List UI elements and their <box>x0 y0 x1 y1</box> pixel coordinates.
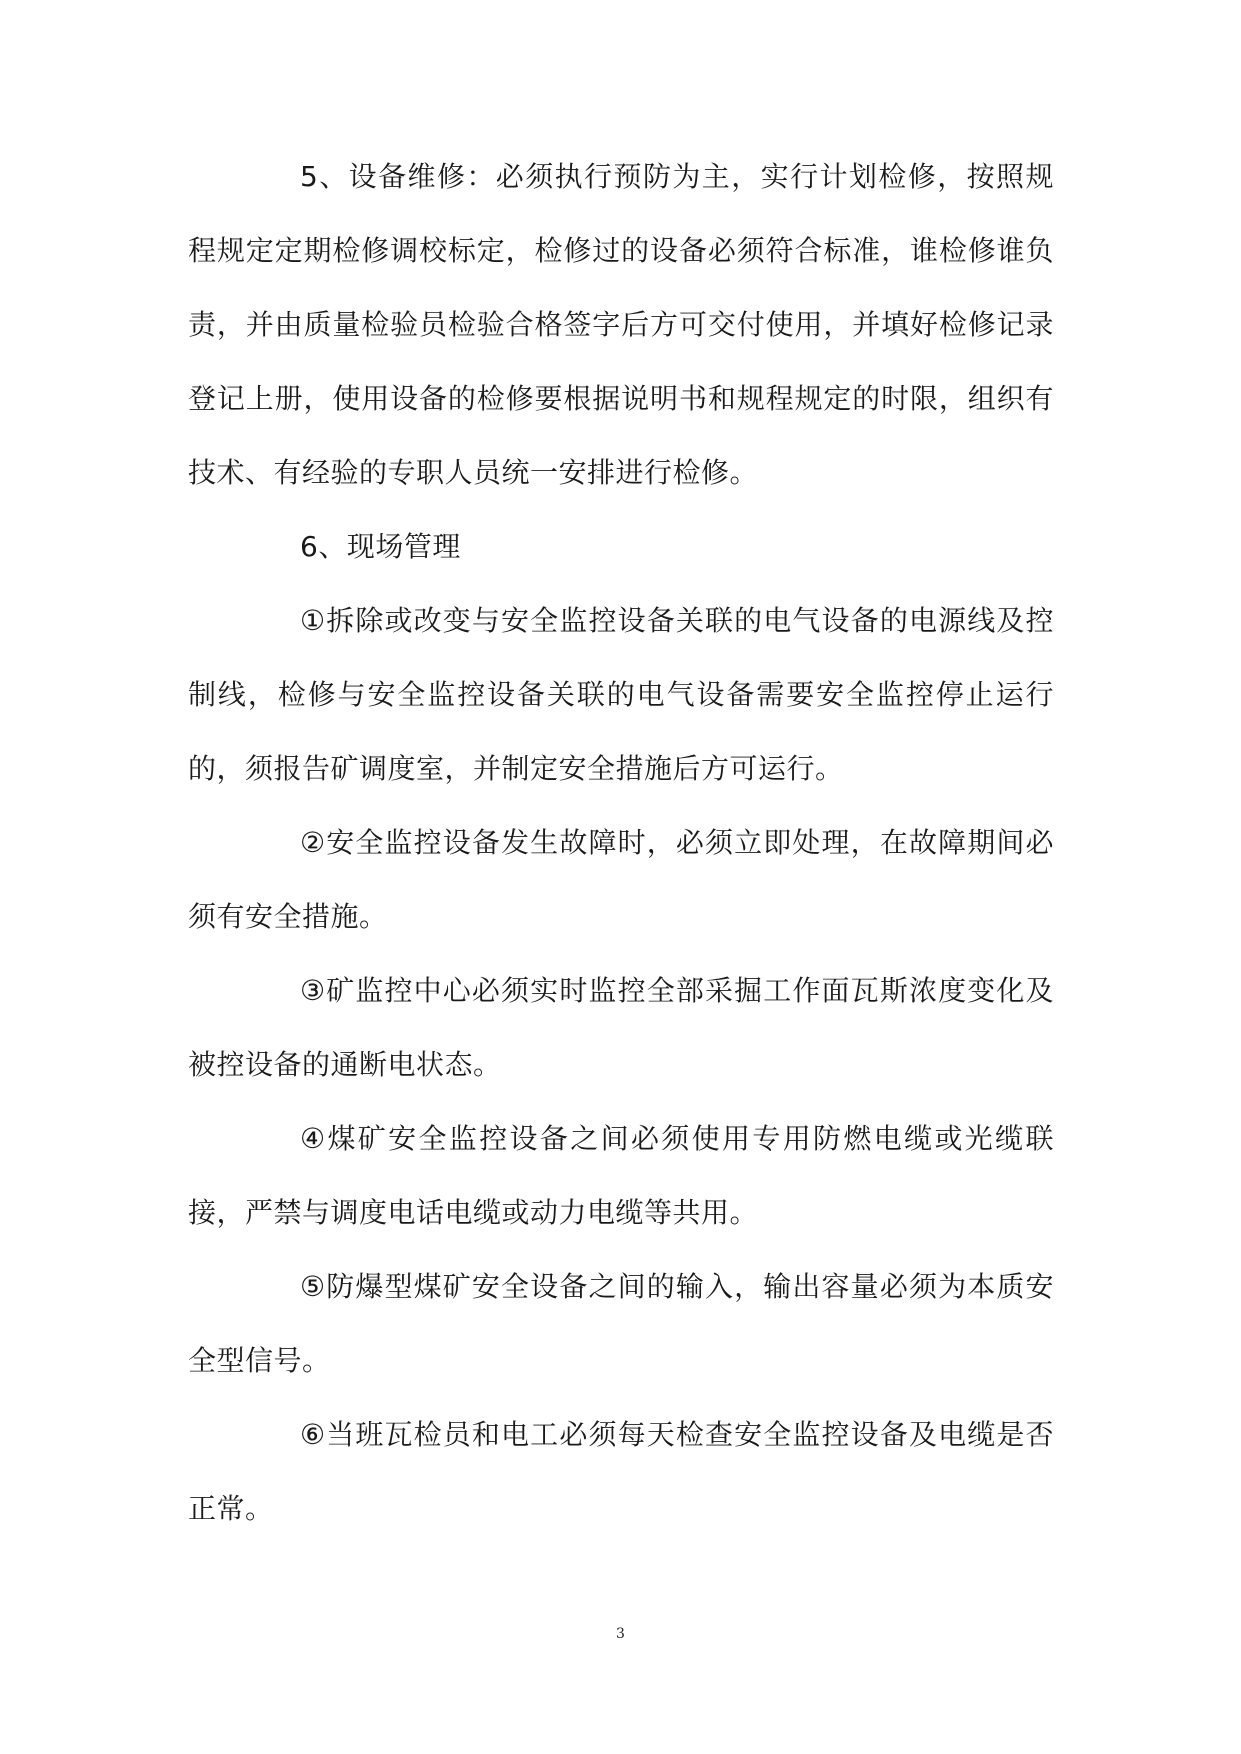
paragraph-equipment-maintenance: 5、设备维修：必须执行预防为主，实行计划检修，按照规程规定定期检修调校标定，检修过的设备必须符合标准，谁检修谁负责，并由质量检验员检验合格签字后方可交付使用，并填好检修记录登记上册，使用设备的检修要根据说明书和规程规定的时限，组织有技术、有经验的专职人员统一安排进行检修。 <box>188 160 1054 489</box>
heading-site-management: 6、现场管理 <box>300 530 461 563</box>
paragraph-item-6: ⑥当班瓦检员和电工必须每天检查安全监控设备及电缆是否正常。 <box>188 1418 1054 1525</box>
paragraph-item-3: ③矿监控中心必须实时监控全部采掘工作面瓦斯浓度变化及被控设备的通断电状态。 <box>188 974 1054 1081</box>
paragraph-item-5: ⑤防爆型煤矿安全设备之间的输入，输出容量必须为本质安全型信号。 <box>188 1270 1054 1377</box>
page-number: 3 <box>616 1626 625 1642</box>
paragraph-item-2: ②安全监控设备发生故障时，必须立即处理，在故障期间必须有安全措施。 <box>188 826 1054 933</box>
paragraph-item-4: ④煤矿安全监控设备之间必须使用专用防燃电缆或光缆联接，严禁与调度电话电缆或动力电缆等共用。 <box>188 1122 1054 1229</box>
document-body <box>188 140 1054 1546</box>
paragraph-item-1: ①拆除或改变与安全监控设备关联的电气设备的电源线及控制线，检修与安全监控设备关联的电气设备需要安全监控停止运行的，须报告矿调度室，并制定安全措施后方可运行。 <box>188 604 1054 785</box>
